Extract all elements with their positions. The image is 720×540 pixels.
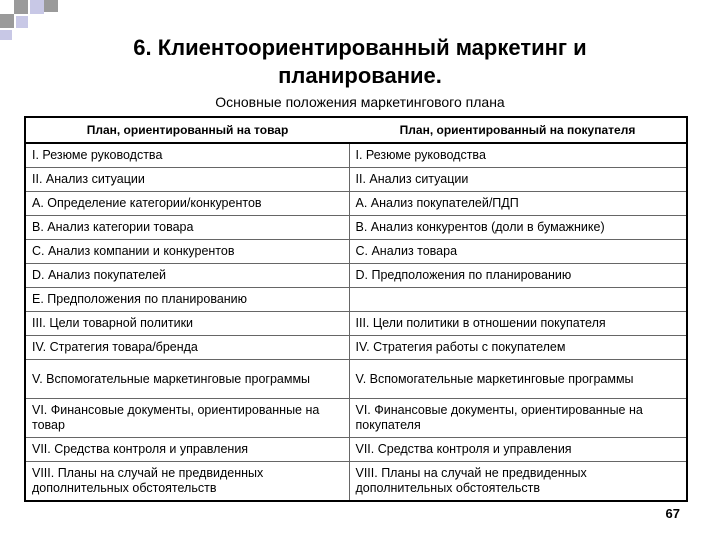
header-customer-plan: План, ориентированный на покупателя — [349, 117, 687, 143]
table-row — [25, 336, 687, 360]
customer-plan-cell: D. Предположения по планированию — [349, 264, 687, 288]
customer-plan-cell: IV. Стратегия работы с покупателем — [349, 336, 687, 360]
slide-title — [60, 34, 660, 90]
customer-plan-cell: V. Вспомогательные маркетинговые программы — [349, 360, 687, 399]
deco-square-gray — [0, 14, 14, 28]
product-plan-cell: D. Анализ покупателей — [25, 264, 349, 288]
product-plan-cell: VII. Средства контроля и управления — [25, 438, 349, 462]
customer-plan-cell: VI. Финансовые документы, ориентированные на покупателя — [349, 399, 687, 438]
customer-plan-cell: B. Анализ конкурентов (доли в бумажнике) — [349, 216, 687, 240]
customer-plan-cell: I. Резюме руководства — [349, 143, 687, 168]
product-plan-cell: II. Анализ ситуации — [25, 168, 349, 192]
product-plan-cell: B. Анализ категории товара — [25, 216, 349, 240]
table-row — [25, 143, 687, 168]
table-row — [25, 399, 687, 438]
customer-plan-cell: C. Анализ товара — [349, 240, 687, 264]
customer-plan-cell: II. Анализ ситуации — [349, 168, 687, 192]
customer-plan-cell — [349, 288, 687, 312]
product-plan-cell: IV. Стратегия товара/бренда — [25, 336, 349, 360]
slide-title-line1: 6. Клиентоориентированный маркетинг и — [133, 35, 587, 60]
customer-plan-cell: VIII. Планы на случай не предвиденных дополнительных обстоятельств — [349, 462, 687, 502]
product-plan-cell: VIII. Планы на случай не предвиденных дополнительных обстоятельств — [25, 462, 349, 502]
table-row — [25, 192, 687, 216]
deco-square-lavender — [0, 30, 12, 40]
table-row — [25, 216, 687, 240]
customer-plan-cell: III. Цели политики в отношении покупателя — [349, 312, 687, 336]
table-row — [25, 168, 687, 192]
table-row — [25, 288, 687, 312]
table-header-row — [25, 117, 687, 143]
page-number: 67 — [665, 506, 680, 521]
customer-plan-cell: A. Анализ покупателей/ПДП — [349, 192, 687, 216]
product-plan-cell: A. Определение категории/конкурентов — [25, 192, 349, 216]
deco-square-gray — [14, 0, 28, 14]
header-product-plan: План, ориентированный на товар — [25, 117, 349, 143]
slide-title-line2: планирование. — [278, 63, 442, 88]
decorative-squares — [0, 0, 60, 40]
table-row — [25, 438, 687, 462]
product-plan-cell: I. Резюме руководства — [25, 143, 349, 168]
table-row — [25, 462, 687, 502]
deco-square-lavender — [16, 16, 28, 28]
table-row — [25, 240, 687, 264]
deco-square-lavender — [30, 0, 44, 14]
customer-plan-cell: VII. Средства контроля и управления — [349, 438, 687, 462]
slide-subtitle: Основные положения маркетингового плана — [215, 94, 505, 110]
table-row — [25, 360, 687, 399]
product-plan-cell: C. Анализ компании и конкурентов — [25, 240, 349, 264]
table-row — [25, 312, 687, 336]
product-plan-cell: VI. Финансовые документы, ориентированные на товар — [25, 399, 349, 438]
product-plan-cell: E. Предположения по планированию — [25, 288, 349, 312]
table-row — [25, 264, 687, 288]
product-plan-cell: V. Вспомогательные маркетинговые программы — [25, 360, 349, 399]
plan-comparison-table — [24, 116, 688, 502]
product-plan-cell: III. Цели товарной политики — [25, 312, 349, 336]
deco-square-gray — [44, 0, 58, 12]
